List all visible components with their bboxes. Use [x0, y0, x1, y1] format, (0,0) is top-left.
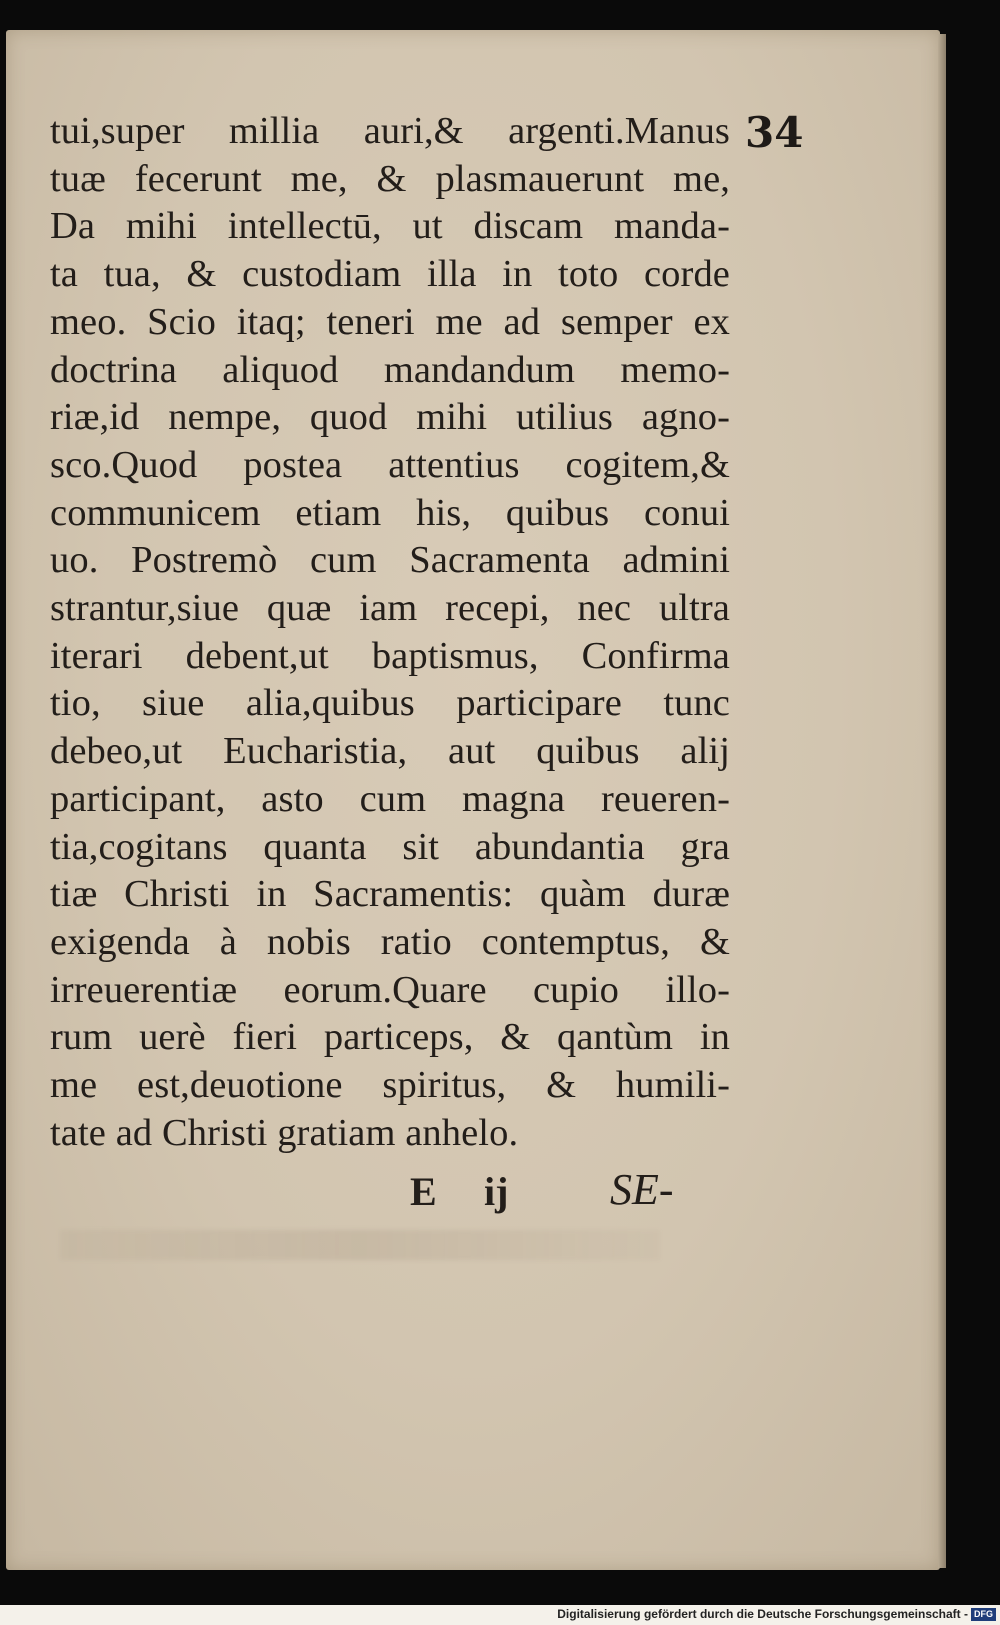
show-through-bleed: [60, 1230, 660, 1260]
text-line: tui,super millia auri,& argenti.Manus: [50, 110, 730, 152]
text-line: meo. Scio itaq; teneri me ad semper ex: [50, 300, 730, 343]
text-line: debeo,ut Eucharistia, aut quibus alij: [50, 730, 730, 773]
text-line: tate ad Christi gratiam anhelo.: [50, 1111, 519, 1154]
folio-number: 34: [745, 108, 804, 157]
text-line: riæ,id nempe, quod mihi utilius agno-: [50, 396, 730, 439]
text-line: tuæ fecerunt me, & plasmauerunt me,: [50, 157, 730, 200]
footer-credit: Digitalisierung gefördert durch die Deutsche Forschungsgemeinschaft -: [557, 1607, 968, 1621]
footer-bar: [0, 1605, 1000, 1625]
text-line: tio, siue alia,quibus participare tunc: [50, 682, 730, 725]
text-line: sco.Quod postea attentius cogitem,&: [50, 443, 730, 486]
text-line: iterari debent,ut baptismus, Confirma: [50, 634, 730, 677]
text-line: Da mihi intellectū, ut discam manda-: [50, 205, 730, 248]
text-line: doctrina aliquod mandandum memo-: [50, 348, 730, 391]
text-line: ta tua, & custodiam illa in toto corde: [50, 253, 730, 296]
text-line: strantur,siue quæ iam recepi, nec ultra: [50, 587, 730, 630]
text-line: irreuerentiæ eorum.Quare cupio illo-: [50, 968, 730, 1011]
signature-mark: E: [410, 1169, 437, 1214]
text-line: rum uerè fieri particeps, & qantùm in: [50, 1016, 730, 1059]
text-line: exigenda à nobis ratio contemptus, &: [50, 920, 730, 963]
text-line: me est,deuotione spiritus, & humili-: [50, 1064, 730, 1107]
page-edge: [938, 34, 946, 1568]
text-line: uo. Postremò cum Sacramenta admini: [50, 539, 730, 582]
text-line: tia,cogitans quanta sit abundantia gra: [50, 825, 730, 868]
dfg-logo-badge: DFG: [971, 1608, 996, 1621]
signature-number: ij: [484, 1169, 509, 1214]
catchword: SE-: [610, 1165, 674, 1214]
body-text: [50, 108, 730, 1157]
text-line: participant, asto cum magna reueren-: [50, 777, 730, 820]
text-line: tiæ Christi in Sacramentis: quàm duræ: [50, 873, 730, 916]
text-line: communicem etiam his, quibus conui: [50, 491, 730, 534]
